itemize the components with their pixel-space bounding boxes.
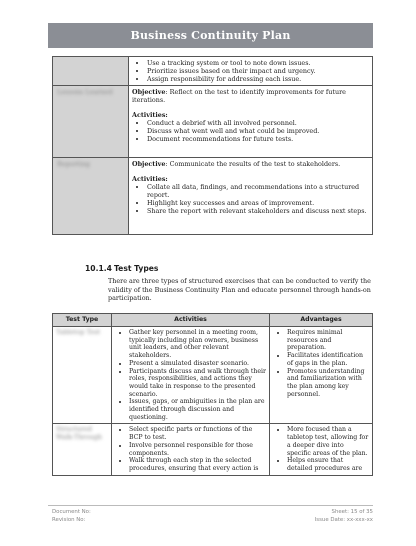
table-row xyxy=(53,327,373,424)
list-item: • Involve personnel responsible for those components. xyxy=(129,442,266,457)
list-item: • Discuss what went well and what could be improved. xyxy=(147,127,369,135)
column-header: Test Type xyxy=(53,314,112,327)
test-type-label: Tabletop Test xyxy=(56,328,101,336)
activities-list xyxy=(132,59,369,83)
section-number: 10.1.4 xyxy=(85,264,112,273)
table-row xyxy=(53,424,373,475)
column-header: Advantages xyxy=(270,314,373,327)
list-item: • Promotes understanding and familiarization with the plan among key personnel. xyxy=(287,368,369,399)
activities-label: Activities: xyxy=(132,175,168,183)
advantages-cell xyxy=(270,327,373,424)
activities-list xyxy=(115,329,266,421)
list-item: • Highlight key successes and areas of improvement. xyxy=(147,199,369,207)
list-item: • Requires minimal resources and preparation. xyxy=(287,329,369,352)
document-number: Document No: xyxy=(52,509,91,515)
table-row xyxy=(53,158,373,235)
phase-label-cell xyxy=(53,86,129,158)
column-header: Activities xyxy=(112,314,270,327)
test-phases-table xyxy=(52,56,373,235)
list-item: • Use a tracking system or tool to note down issues. xyxy=(147,59,369,67)
activities-cell xyxy=(112,327,270,424)
objective-value: : Communicate the results of the test to stakeholders. xyxy=(165,160,341,168)
sheet-number: Sheet: 15 of 35 xyxy=(331,509,373,515)
list-item: • Prioritize issues based on their impact and urgency. xyxy=(147,67,369,75)
list-item: • Issues, gaps, or ambiguities in the plan are identified through discussion and questioning. xyxy=(129,398,266,421)
test-types-table xyxy=(52,313,373,476)
list-item: • Walk through each step in the selected procedures, ensuring that every action is xyxy=(129,457,266,472)
list-item: • Collate all data, findings, and recommendations into a structured report. xyxy=(147,183,369,199)
phase-details-cell xyxy=(129,158,373,235)
activities-list xyxy=(132,183,369,215)
list-item: • Share the report with relevant stakeholders and discuss next steps. xyxy=(147,207,369,215)
advantages-list xyxy=(273,426,369,472)
revision-number: Revision No: xyxy=(52,517,86,523)
phase-label: Lessons Learned xyxy=(57,88,113,96)
list-item: • Gather key personnel in a meeting room, typically including plan owners, business unit leaders, and other relevant stakeholders. xyxy=(129,329,266,360)
advantages-list xyxy=(273,329,369,398)
objective-value: : Reflect on the test to identify improvements for future iterations. xyxy=(132,88,346,104)
footer-divider xyxy=(48,505,373,506)
list-item: • Participants discuss and walk through their roles, responsibilities, and actions they would take in response to the presented scenario. xyxy=(129,368,266,399)
activities-list xyxy=(115,426,266,472)
list-item: • Assign responsibility for addressing each issue. xyxy=(147,75,369,83)
section-title: Test Types xyxy=(114,264,159,273)
section-intro: There are three types of structured exercises that can be conducted to verify the validity of the Business Continuity Plan and educate personnel through hands-on participation. xyxy=(108,277,371,303)
list-item: • More focused than a tabletop test, allowing for a deeper dive into specific areas of the plan. xyxy=(287,426,369,457)
test-type-cell xyxy=(53,424,112,475)
objective-label: Objective xyxy=(132,88,166,96)
test-type-label: Structured Walk-Through xyxy=(56,425,102,442)
list-item: • Document recommendations for future tests. xyxy=(147,135,369,143)
objective-text xyxy=(132,160,369,168)
issue-date: Issue Date: xx-xxx-xx xyxy=(314,517,373,523)
table-row xyxy=(53,86,373,158)
list-item: • Facilitates identification of gaps in the plan. xyxy=(287,352,369,367)
table-row xyxy=(53,57,373,86)
list-item: • Conduct a debrief with all involved personnel. xyxy=(147,119,369,127)
activities-cell xyxy=(112,424,270,475)
page-title-banner: Business Continuity Plan xyxy=(48,23,373,48)
phase-details-cell xyxy=(129,86,373,158)
phase-label-cell xyxy=(53,158,129,235)
test-type-cell xyxy=(53,327,112,424)
objective-label: Objective xyxy=(132,160,166,168)
phase-details-cell xyxy=(129,57,373,86)
phase-label-cell xyxy=(53,57,129,86)
objective-text xyxy=(132,88,369,104)
activities-list xyxy=(132,119,369,143)
section-heading xyxy=(85,264,158,273)
list-item: • Select specific parts or functions of the BCP to test. xyxy=(129,426,266,441)
table-header-row xyxy=(53,314,373,327)
activities-label: Activities: xyxy=(132,111,168,119)
phase-label: Reporting xyxy=(57,160,90,168)
list-item: • Helps ensure that detailed procedures are xyxy=(287,457,369,472)
advantages-cell xyxy=(270,424,373,475)
list-item: • Present a simulated disaster scenario. xyxy=(129,360,266,368)
